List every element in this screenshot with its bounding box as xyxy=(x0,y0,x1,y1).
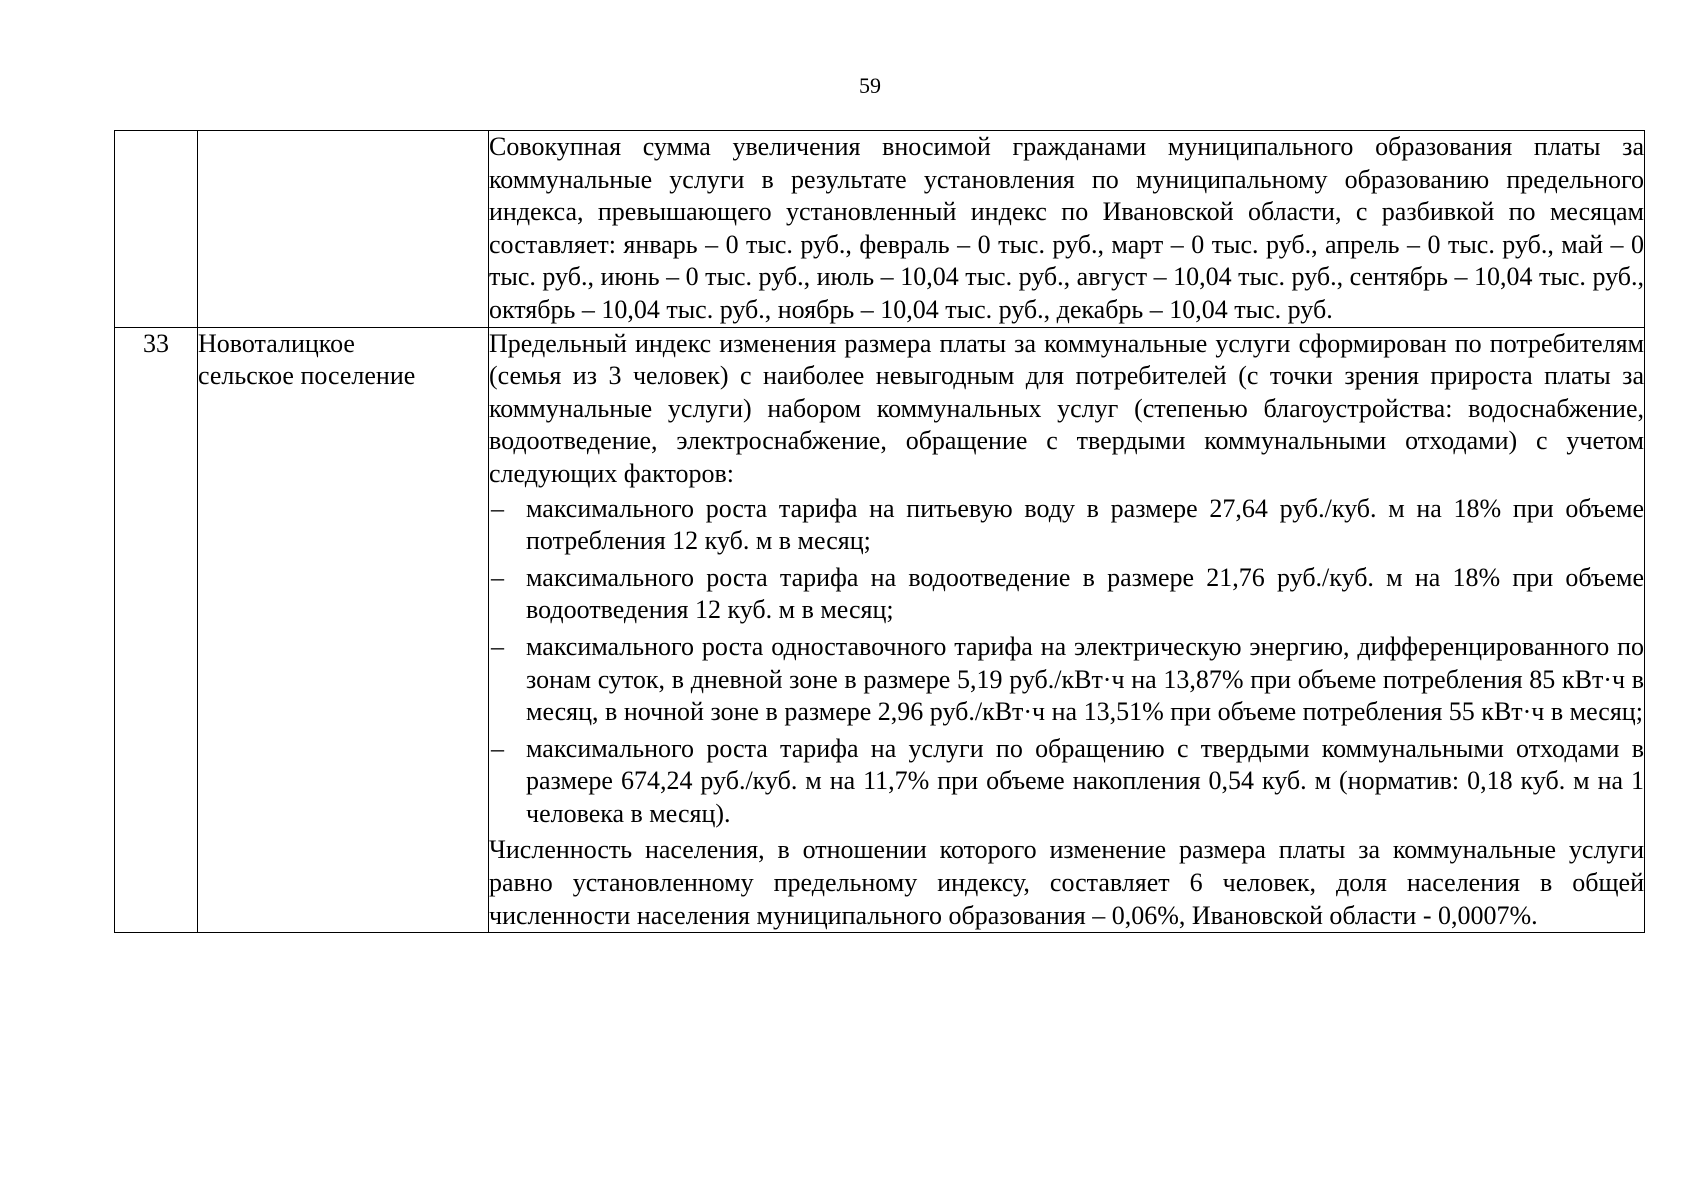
dash-bullet: – xyxy=(491,631,504,661)
bullet-text: максимального роста тарифа на водоотведение в размере 21,76 руб./куб. м на 18% при объеме водоотведения 12 куб. м в месяц; xyxy=(526,562,1644,625)
population-paragraph: Численность населения, в отношении которого изменение размера платы за коммунальные услуги равно установленному предельному индексу, составляет 6 человек, доля населения в общей численности населения муниципального образования – 0,06%, Ивановской области - 0,0007%. xyxy=(489,835,1644,930)
page-number: 59 xyxy=(859,73,881,98)
list-item xyxy=(489,562,1644,627)
list-item xyxy=(489,493,1644,558)
bullet-text: максимального роста одноставочного тарифа на электрическую энергию, дифференцированного по зонам суток, в дневной зоне в размере 5,19 руб./кВт·ч на 13,87% при объеме потребления 85 кВт·ч в месяц, в ночной зоне в размере 2,96 руб./кВт·ч на 13,51% при объеме потребления 55 кВт·ч в месяц; xyxy=(526,631,1644,727)
list-item xyxy=(489,631,1644,729)
description-cell xyxy=(489,131,1645,328)
list-item xyxy=(489,733,1644,831)
municipality-name-cell xyxy=(198,131,489,328)
dash-bullet: – xyxy=(491,493,504,523)
dash-bullet: – xyxy=(491,733,504,763)
table-row xyxy=(115,327,1645,933)
row-number-cell: 33 xyxy=(115,327,198,933)
municipality-name-line: Новоталицкое xyxy=(198,328,355,358)
municipality-name-line: сельское поселение xyxy=(198,361,416,391)
row-number-cell xyxy=(115,131,198,328)
description-cell xyxy=(489,327,1645,933)
increase-sum-paragraph: Совокупная сумма увеличения вносимой гражданами муниципального образования платы за коммунальные услуги в результате установления по муниципальному образованию предельного индекса, превышающего установленный индекс по Ивановской области, с разбивкой по месяцам составляет: январь – 0 тыс. руб., февраль – 0 тыс. руб., март – 0 тыс. руб., апрель – 0 тыс. руб., май – 0 тыс. руб., июнь – 0 тыс. руб., июль – 10,04 тыс. руб., август – 10,04 тыс. руб., сентябрь – 10,04 тыс. руб., октябрь – 10,04 тыс. руб., ноябрь – 10,04 тыс. руб., декабрь – 10,04 тыс. руб. xyxy=(489,132,1644,324)
municipality-name-cell xyxy=(198,327,489,933)
bullet-text: максимального роста тарифа на услуги по обращению с твердыми коммунальными отходами в размере 674,24 руб./куб. м на 11,7% при объеме накопления 0,54 куб. м (норматив: 0,18 куб. м на 1 человека в месяц). xyxy=(526,733,1644,828)
dash-bullet: – xyxy=(491,562,504,592)
index-intro-paragraph: Предельный индекс изменения размера платы за коммунальные услуги сформирован по потребителям (семья из 3 человек) с наиболее невыгодным для потребителей (с точки зрения прироста платы за коммунальные услуги) набором коммунальных услуг (степенью благоустройства: водоснабжение, водоотведение, электроснабжение, обращение с твердыми коммунальными отходами) с учетом следующих факторов: xyxy=(489,328,1644,488)
municipal-index-table xyxy=(114,130,1645,933)
table-row xyxy=(115,131,1645,328)
bullet-text: максимального роста тарифа на питьевую воду в размере 27,64 руб./куб. м на 18% при объеме потребления 12 куб. м в месяц; xyxy=(526,493,1644,556)
